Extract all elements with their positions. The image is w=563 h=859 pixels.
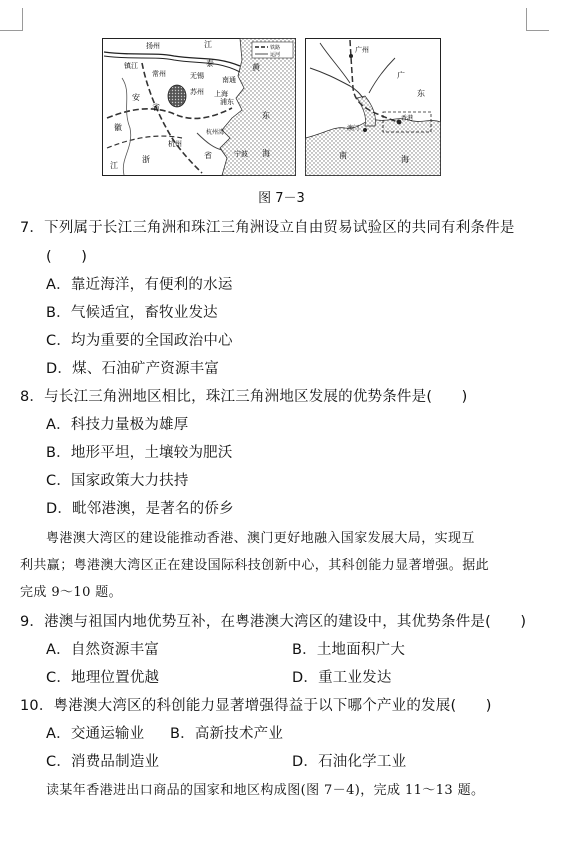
- question-8-option-a: A．科技力量极为雄厚: [46, 417, 189, 433]
- map-label: 黄: [252, 63, 260, 72]
- question-9-option-a: A．自然资源丰富: [46, 642, 160, 658]
- question-10-option-c: C．消费品制造业: [46, 754, 160, 770]
- legend-label: 铁路: [270, 45, 281, 51]
- map-label: 东: [417, 89, 425, 98]
- passage-figure-7-4-intro: 读某年香港进出口商品的国家和地区构成图(图 7－4)，完成 11～13 题。: [46, 783, 485, 798]
- passage-line-2: 利共赢；粤港澳大湾区正在建设国际科技创新中心，其科创能力显著增强。据此: [20, 558, 490, 573]
- map-label: 江: [110, 161, 118, 170]
- map-label: 海: [262, 149, 270, 158]
- map-label: 镇江: [124, 62, 138, 70]
- question-7-option-b: B．气候适宜，畜牧业发达: [46, 305, 218, 321]
- map-label: 上海: [214, 90, 228, 98]
- map-label: 香港: [401, 115, 414, 122]
- page-corner-mark: [526, 8, 549, 31]
- map-label: 澳门: [347, 125, 360, 132]
- map-label: 海: [401, 155, 409, 164]
- map-label: 南通: [222, 76, 236, 84]
- passage-line-3: 完成 9～10 题。: [20, 585, 123, 600]
- question-7-option-a: A．靠近海洋，有便利的水运: [46, 277, 233, 293]
- question-10-option-d: D．石油化学工业: [292, 754, 407, 770]
- question-8-stem: 8．与长江三角洲地区相比，珠江三角洲地区发展的优势条件是( ): [20, 389, 468, 405]
- map-label: 扬州: [146, 42, 160, 50]
- map-label: 浙: [142, 155, 150, 164]
- question-9-option-c: C．地理位置优越: [46, 670, 160, 686]
- question-8-option-c: C．国家政策大力扶持: [46, 473, 189, 489]
- question-7-option-c: C．均为重要的全国政治中心: [46, 333, 233, 349]
- map-label: 常州: [152, 70, 166, 78]
- map-label: 浦东: [220, 98, 234, 106]
- map-label: 江: [204, 40, 212, 49]
- legend-label: 运河: [270, 52, 281, 58]
- pearl-delta-map: [305, 38, 441, 176]
- figure-maps: [102, 38, 442, 178]
- question-7-option-d: D．煤、石油矿产资源丰富: [46, 361, 220, 377]
- map-label: 广州: [355, 46, 369, 54]
- map-label: 省: [204, 151, 212, 160]
- passage-line-1: 粤港澳大湾区的建设能推动香港、澳门更好地融入国家发展大局，实现互: [46, 531, 475, 546]
- question-9-option-d: D．重工业发达: [292, 670, 392, 686]
- question-10-option-b: B．高新技术产业: [170, 726, 284, 742]
- question-8-option-d: D．毗邻港澳，是著名的侨乡: [46, 501, 234, 517]
- map-label: 杭州湾: [206, 129, 225, 136]
- map-label: 宁波: [234, 150, 248, 158]
- figure-caption: 图 7－3: [258, 191, 305, 206]
- question-10-stem: 10．粤港澳大湾区的科创能力显著增强得益于以下哪个产业的发展( ): [20, 698, 492, 714]
- map-label: 省: [152, 103, 160, 112]
- map-label: 东: [262, 111, 270, 120]
- map-label: 杭州: [168, 140, 182, 148]
- page-corner-mark: [0, 8, 23, 31]
- question-10-option-a: A．交通运输业: [46, 726, 145, 742]
- question-7-paren: ( ): [46, 249, 88, 265]
- map-label: 徽: [114, 123, 122, 132]
- map-label: 南: [339, 151, 347, 160]
- question-8-option-b: B．地形平坦，土壤较为肥沃: [46, 445, 233, 461]
- question-7-stem: 7．下列属于长江三角洲和珠江三角洲设立自由贸易试验区的共同有利条件是: [20, 220, 515, 236]
- map-label: 安: [132, 93, 140, 102]
- question-9-option-b: B．土地面积广大: [292, 642, 406, 658]
- map-label: 无锡: [190, 72, 204, 80]
- map-label: 广: [397, 71, 405, 80]
- map-label: 泰: [206, 59, 214, 68]
- map-label: 苏州: [190, 88, 204, 96]
- yangtze-delta-map: [102, 38, 296, 176]
- question-9-stem: 9．港澳与祖国内地优势互补，在粤港澳大湾区的建设中，其优势条件是( ): [20, 614, 527, 630]
